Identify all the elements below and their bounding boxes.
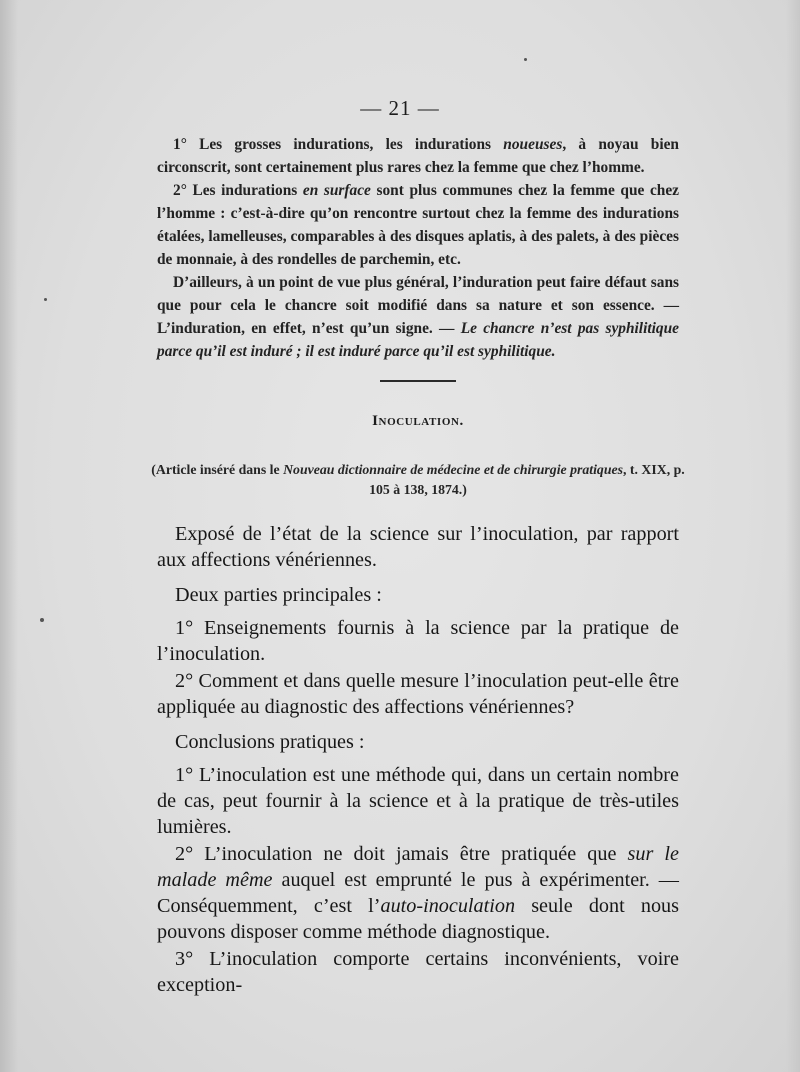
paragraph-indurations-surface: [157, 179, 679, 271]
text: 1° Enseignements fournis à la science par la pratique de l’inoculation.: [157, 617, 679, 665]
paragraph-indurations-noueuses: [157, 133, 679, 179]
text: 2° Comment et dans quelle mesure l’inoculation peut-elle être appliquée au diagnostic des affections vénériennes?: [157, 670, 679, 718]
text: 3° L’inoculation comporte certains inconvénients, voire exception-: [157, 948, 679, 996]
page-number: — 21 —: [360, 96, 440, 120]
paragraph-expose: [157, 521, 679, 573]
text: Conclusions pratiques :: [175, 731, 365, 753]
paragraph-conclusions: [157, 729, 679, 755]
scan-speck: [44, 298, 47, 301]
italic-term: auto-inoculation: [380, 895, 516, 917]
scan-speck: [40, 618, 44, 622]
page-edge-shadow-right: [786, 0, 800, 1072]
text: 2° L’inoculation ne doit jamais être pratiquée que: [175, 843, 628, 865]
text: 2° Les indurations: [173, 182, 303, 199]
text: , à noyau bien circonscrit, sont certainement plus rares chez la femme que chez l’homme.: [157, 136, 679, 176]
italic-term: en surface: [302, 182, 371, 199]
italic-phrase: sur le malade même: [157, 843, 679, 891]
paragraph-methode: [157, 762, 679, 840]
text: , t. XIX, p. 105 à 138, 1874.): [369, 462, 685, 497]
text: 1° L’inoculation est une méthode qui, dans un certain nombre de cas, peut fournir à la science et à la pratique de très-utiles lumières.: [157, 764, 679, 838]
paragraph-auto-inoculation: [157, 841, 679, 945]
section-divider: [380, 380, 456, 382]
text: (Article inséré dans le: [151, 462, 284, 477]
italic-title: Nouveau dictionnaire de médecine et de chirurgie pratiques: [283, 462, 623, 477]
text: sont plus communes chez la femme que chez l’homme : c’est-à-dire qu’on rencontre surtout chez la femme des indurations étalées, lamelleuses, comparables à des disques aplatis, à des palets, à des pièces de monnaie, à des rondelles de parchemin, etc.: [157, 182, 679, 268]
section-heading: Inoculation.: [372, 413, 464, 429]
text: D’ailleurs, à un point de vue plus général, l’induration peut faire défaut sans que pour cela le chancre soit modifié dans sa nature et son essence. — L’induration, en effet, n’est qu’un signe. —: [157, 274, 679, 337]
italic-quote: Le chancre n’est pas syphilitique parce qu’il est induré ; il est induré parce qu’il est syphilitique.: [157, 320, 680, 360]
paragraph-induration-general: [157, 271, 679, 363]
text: auquel est emprunté le pus à expérimenter. — Conséquemment, c’est l’: [157, 869, 679, 917]
text: seule dont nous pouvons disposer comme méthode diagnostique.: [157, 895, 679, 943]
paragraph-enseignements: [157, 615, 679, 667]
paragraph-deux-parties: [157, 582, 679, 608]
scan-speck: [524, 58, 527, 61]
text: 1° Les grosses indurations, les indurations: [173, 136, 504, 153]
paragraph-inconvenients: [157, 946, 679, 998]
italic-term: noueuses: [503, 136, 563, 153]
text: Deux parties principales :: [175, 584, 382, 606]
text: Exposé de l’état de la science sur l’inoculation, par rapport aux affections vénériennes.: [157, 523, 679, 571]
page-edge-shadow-left: [0, 0, 18, 1072]
paragraph-diagnostic: [157, 668, 679, 720]
citation: [140, 460, 696, 500]
